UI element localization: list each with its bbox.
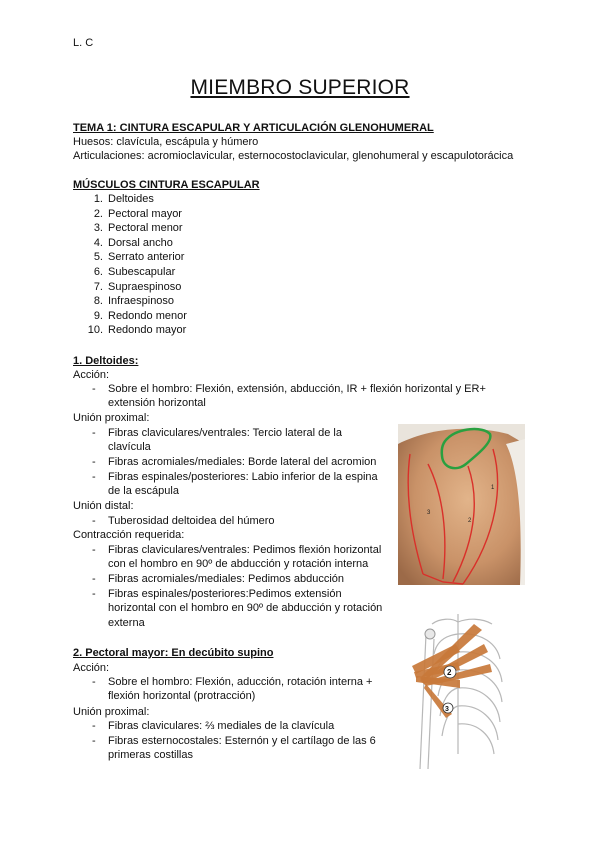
muscle-list-number: 1.	[93, 193, 103, 205]
c-1-text-b: con el hombro en 90º de abducción y rotación interna	[108, 558, 369, 571]
c-3-text-b: horizontal con el hombro en 90º de abducción y rotación	[108, 602, 383, 615]
muscle-list-number: 10.	[87, 324, 103, 337]
muscle-list-label: Redondo menor	[108, 309, 187, 322]
bullet-dash: -	[92, 544, 96, 556]
muscle-list-number: 9.	[93, 309, 103, 322]
bullet-dash: -	[92, 588, 96, 600]
muscle-list-label: Pectoral mayor	[108, 207, 182, 220]
up-2-text: Fibras acromiales/mediales: Borde lateral del acromion	[108, 456, 377, 468]
bullet-dash: -	[92, 427, 96, 439]
c-2-text: Fibras acromiales/mediales: Pedimos abducción	[108, 573, 344, 585]
muscle-list-item	[73, 294, 187, 309]
muscle-list-label: Serrato anterior	[108, 251, 185, 264]
up-1-text-b: clavícula	[108, 441, 151, 454]
bullet-dash: -	[92, 676, 96, 688]
deltoides-heading: 1. Deltoides:	[73, 355, 139, 367]
deltoid-photo-label-2: 2	[468, 518, 472, 524]
bullet-dash: -	[92, 720, 96, 732]
pectoral-up-2-text-b: primeras costillas	[108, 749, 193, 762]
pectoral-accion-text-1: Sobre el hombro: Flexión, aducción, rotación interna +	[108, 676, 373, 688]
deltoides-union-distal-label: Unión distal:	[73, 500, 134, 512]
muscle-list-number: 8.	[93, 295, 103, 308]
muscle-list-item	[73, 236, 187, 251]
author-initials: L. C	[73, 37, 94, 49]
deltoid-photo-graphic	[398, 424, 525, 585]
muscle-list-item	[73, 265, 187, 280]
muscle-list	[73, 192, 187, 338]
tema-heading: TEMA 1: CINTURA ESCAPULAR Y ARTICULACIÓN GLENOHUMERAL	[73, 122, 434, 134]
deltoides-union-proximal-label: Unión proximal:	[73, 412, 150, 424]
muscle-list-label: Subescapular	[108, 265, 176, 278]
pectoral-diagram-label-2: 2	[447, 668, 452, 677]
up-3-text-b: de la escápula	[108, 485, 179, 498]
muscle-list-item	[73, 309, 187, 324]
up-1-text-a: Fibras claviculares/ventrales: Tercio lateral de la	[108, 427, 342, 439]
huesos-text: Huesos: clavícula, escápula y húmero	[73, 136, 259, 148]
musculos-heading: MÚSCULOS CINTURA ESCAPULAR	[73, 179, 260, 191]
muscle-list-label: Supraespinoso	[108, 280, 182, 293]
ud-1-text: Tuberosidad deltoidea del húmero	[108, 515, 275, 527]
muscle-list-item	[73, 323, 187, 338]
muscle-list-label: Pectoral menor	[108, 222, 183, 235]
muscle-list-label: Redondo mayor	[108, 324, 187, 337]
muscle-list-number: 4.	[93, 236, 103, 249]
deltoides-accion-text-1: Sobre el hombro: Flexión, extensión, abducción, IR + flexión horizontal y ER+	[108, 383, 486, 395]
pectoral-heading: 2. Pectoral mayor: En decúbito supino	[73, 647, 274, 659]
pectoral-anatomy-diagram	[412, 604, 504, 775]
bullet-dash: -	[92, 573, 96, 585]
articulaciones-text: Articulaciones: acromioclavicular, esternocostoclavicular, glenohumeral y escapulotorácica	[73, 150, 514, 162]
bullet-dash: -	[92, 471, 96, 483]
pectoral-up-2-text-a: Fibras esternocostales: Esternón y el cartílago de las 6	[108, 735, 376, 747]
c-3-text-c: externa	[108, 616, 145, 629]
up-3-text-a: Fibras espinales/posteriores: Labio inferior de la espina	[108, 471, 378, 483]
bullet-dash: -	[92, 735, 96, 747]
c-1-text-a: Fibras claviculares/ventrales: Pedimos flexión horizontal	[108, 544, 382, 556]
muscle-list-number: 6.	[93, 265, 103, 278]
muscle-list-label: Infraespinoso	[108, 295, 175, 308]
muscle-list-number: 3.	[93, 222, 103, 235]
muscle-list-number: 2.	[93, 207, 103, 220]
muscle-list-item	[73, 280, 187, 295]
pectoral-up-1-text: Fibras claviculares: ⅔ mediales de la clavícula	[108, 720, 335, 732]
pectoral-accion-text-2: flexión horizontal (protracción)	[108, 690, 256, 703]
muscle-list-item	[73, 250, 187, 265]
bullet-dash: -	[92, 383, 96, 395]
muscle-list-item	[73, 207, 187, 222]
bullet-dash: -	[92, 515, 96, 527]
pectoral-union-proximal-label: Unión proximal:	[73, 706, 150, 718]
page-title: MIEMBRO SUPERIOR	[190, 76, 410, 99]
c-3-text-a: Fibras espinales/posteriores:Pedimos extensión	[108, 588, 342, 600]
muscle-list-item	[73, 192, 187, 207]
muscle-list-label: Deltoides	[108, 193, 154, 205]
pectoral-diagram-label-3: 3	[445, 706, 449, 713]
deltoid-shoulder-photo	[398, 424, 525, 585]
pectoral-diagram-graphic	[412, 604, 504, 775]
deltoid-photo-label-1: 1	[491, 485, 495, 491]
muscle-list-label: Dorsal ancho	[108, 236, 173, 249]
deltoid-photo-label-3: 3	[427, 510, 431, 516]
deltoides-contraccion-label: Contracción requerida:	[73, 529, 185, 541]
deltoides-accion-label: Acción:	[73, 369, 110, 381]
muscle-list-number: 7.	[93, 280, 103, 293]
muscle-list-number: 5.	[93, 251, 103, 264]
deltoides-accion-text-2: extensión horizontal	[108, 397, 206, 410]
pectoral-accion-label: Acción:	[73, 662, 110, 674]
muscle-list-item	[73, 221, 187, 236]
bullet-dash: -	[92, 456, 96, 468]
